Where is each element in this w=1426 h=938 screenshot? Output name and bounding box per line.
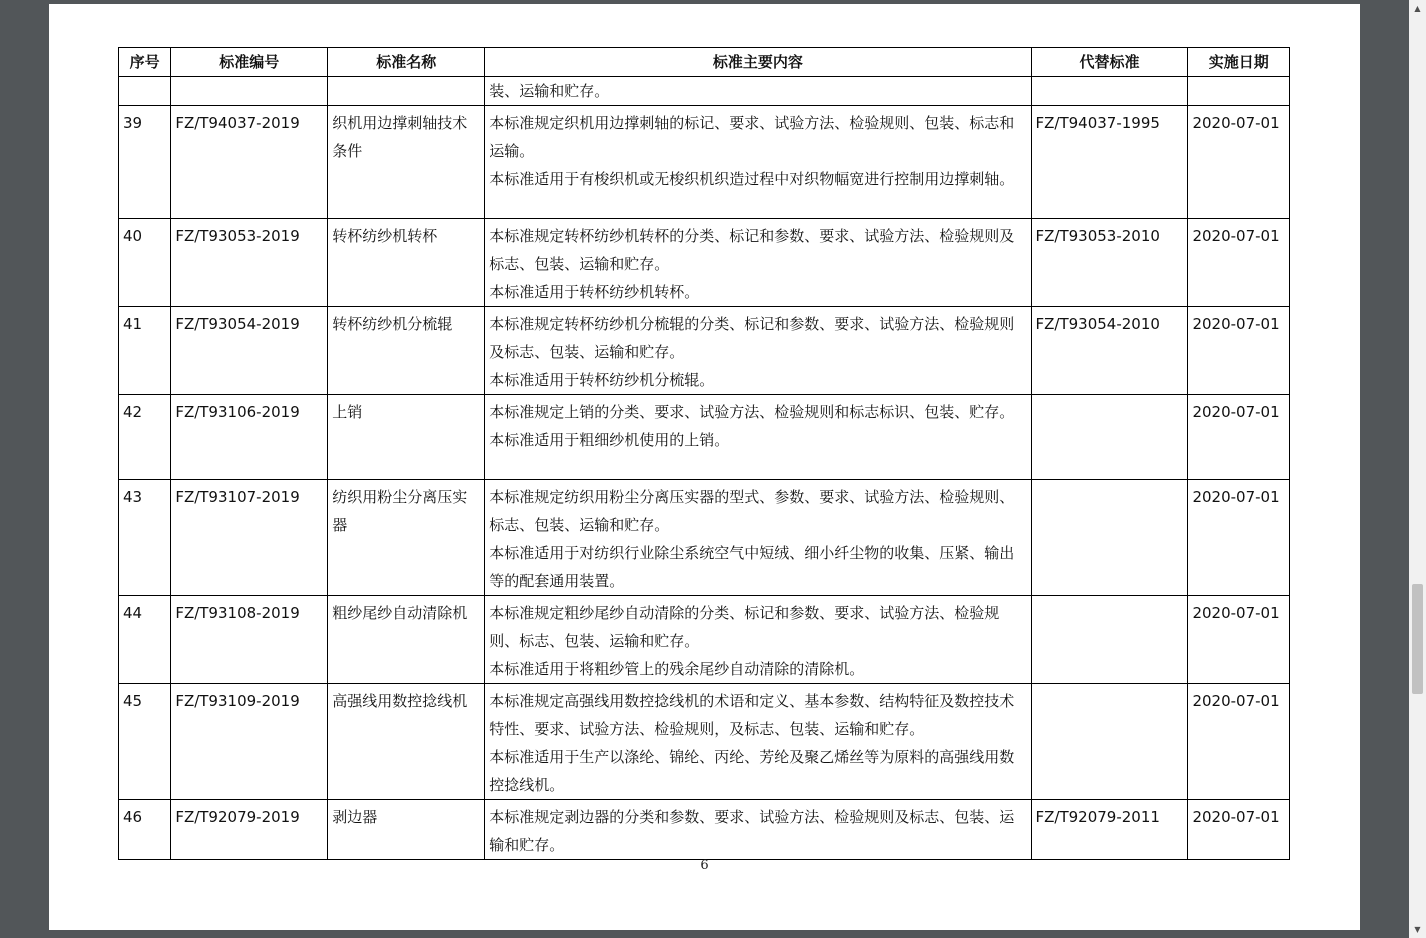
cell-seq: 40: [119, 219, 171, 307]
table-row: [119, 800, 1290, 860]
scroll-up-arrow-icon[interactable]: ▲: [1414, 4, 1421, 13]
content-line: 装、运输和贮存。: [489, 82, 610, 100]
cell-date: [1188, 77, 1290, 106]
content-line: 本标准规定粗纱尾纱自动清除的分类、标记和参数、要求、试验方法、检验规则、标志、包装、运输和贮存。: [489, 604, 1000, 650]
cell-name: 转杯纺纱机分梳辊: [328, 307, 485, 395]
scrollbar-thumb[interactable]: [1412, 584, 1423, 694]
page-number: 6: [700, 858, 709, 873]
cell-replaces: [1031, 77, 1188, 106]
cell-date: 2020-07-01: [1188, 800, 1290, 860]
content-line: 本标准适用于转杯纺纱机转杯。: [489, 283, 700, 301]
content-line: 本标准规定转杯纺纱机转杯的分类、标记和参数、要求、试验方法、检验规则及标志、包装、运输和贮存。: [489, 227, 1015, 273]
cell-date: 2020-07-01: [1188, 219, 1290, 307]
standards-table: [118, 47, 1290, 860]
table-header-row: [119, 48, 1290, 77]
cell-content: [485, 77, 1031, 106]
cell-code: FZ/T93106-2019: [171, 395, 328, 480]
table-row: [119, 307, 1290, 395]
vertical-scrollbar[interactable]: [1409, 0, 1426, 938]
content-line: 本标准适用于有梭织机或无梭织机织造过程中对织物幅宽进行控制用边撑刺轴。: [489, 170, 1015, 188]
content-line: 本标准适用于生产以涤纶、锦纶、丙纶、芳纶及聚乙烯丝等为原料的高强线用数控捻线机。: [489, 748, 1015, 794]
cell-seq: 44: [119, 596, 171, 684]
cell-name: 纺织用粉尘分离压实器: [328, 480, 485, 596]
cell-name: 上销: [328, 395, 485, 480]
cell-content: [485, 480, 1031, 596]
cell-replaces: [1031, 596, 1188, 684]
table-row: [119, 480, 1290, 596]
cell-content: [485, 596, 1031, 684]
cell-name: 剥边器: [328, 800, 485, 860]
cell-content: [485, 395, 1031, 480]
cell-name: 织机用边撑刺轴技术条件: [328, 106, 485, 219]
cell-content: [485, 800, 1031, 860]
cell-code: FZ/T93053-2019: [171, 219, 328, 307]
content-line: 本标准规定转杯纺纱机分梳辊的分类、标记和参数、要求、试验方法、检验规则及标志、包装、运输和贮存。: [489, 315, 1015, 361]
cell-date: 2020-07-01: [1188, 684, 1290, 800]
cell-replaces: FZ/T93054-2010: [1031, 307, 1188, 395]
cell-code: FZ/T93054-2019: [171, 307, 328, 395]
header-name: 标准名称: [328, 48, 485, 77]
content-line: 本标准规定织机用边撑刺轴的标记、要求、试验方法、检验规则、包装、标志和运输。: [489, 114, 1015, 160]
cell-seq: 42: [119, 395, 171, 480]
content-line: 本标准规定纺织用粉尘分离压实器的型式、参数、要求、试验方法、检验规则、标志、包装、运输和贮存。: [489, 488, 1015, 534]
cell-code: FZ/T93109-2019: [171, 684, 328, 800]
cell-seq: 39: [119, 106, 171, 219]
cell-date: 2020-07-01: [1188, 596, 1290, 684]
content-line: 本标准规定上销的分类、要求、试验方法、检验规则和标志标识、包装、贮存。: [489, 403, 1015, 421]
cell-name: 粗纱尾纱自动清除机: [328, 596, 485, 684]
content-line: 本标准适用于粗细纱机使用的上销。: [489, 431, 730, 449]
cell-name: 转杯纺纱机转杯: [328, 219, 485, 307]
cell-code: [171, 77, 328, 106]
cell-name: 高强线用数控捻线机: [328, 684, 485, 800]
content-line: 本标准适用于转杯纺纱机分梳辊。: [489, 371, 715, 389]
cell-date: 2020-07-01: [1188, 106, 1290, 219]
table-row: [119, 684, 1290, 800]
cell-replaces: [1031, 684, 1188, 800]
content-line: 本标准适用于将粗纱管上的残余尾纱自动清除的清除机。: [489, 660, 865, 678]
cell-content: [485, 684, 1031, 800]
cell-replaces: [1031, 480, 1188, 596]
header-seq: 序号: [119, 48, 171, 77]
document-page: [49, 4, 1360, 930]
cell-date: 2020-07-01: [1188, 307, 1290, 395]
cell-seq: 46: [119, 800, 171, 860]
cell-seq: [119, 77, 171, 106]
table-row: [119, 395, 1290, 480]
table-row: [119, 596, 1290, 684]
cell-code: FZ/T94037-2019: [171, 106, 328, 219]
cell-code: FZ/T93108-2019: [171, 596, 328, 684]
header-date: 实施日期: [1188, 48, 1290, 77]
cell-seq: 43: [119, 480, 171, 596]
cell-replaces: [1031, 395, 1188, 480]
cell-code: FZ/T92079-2019: [171, 800, 328, 860]
cell-replaces: FZ/T92079-2011: [1031, 800, 1188, 860]
table-row: [119, 106, 1290, 219]
scroll-down-arrow-icon[interactable]: ▼: [1414, 925, 1421, 934]
cell-date: 2020-07-01: [1188, 480, 1290, 596]
content-line: 本标准规定高强线用数控捻线机的术语和定义、基本参数、结构特征及数控技术特性、要求、试验方法、检验规则，及标志、包装、运输和贮存。: [489, 692, 1015, 738]
cell-seq: 41: [119, 307, 171, 395]
cell-code: FZ/T93107-2019: [171, 480, 328, 596]
content-line: 本标准适用于对纺织行业除尘系统空气中短绒、细小纤尘物的收集、压紧、输出等的配套通用装置。: [489, 544, 1015, 590]
cell-replaces: FZ/T94037-1995: [1031, 106, 1188, 219]
header-code: 标准编号: [171, 48, 328, 77]
table-row-continued: [119, 77, 1290, 106]
cell-seq: 45: [119, 684, 171, 800]
content-line: 本标准规定剥边器的分类和参数、要求、试验方法、检验规则及标志、包装、运输和贮存。: [489, 808, 1015, 854]
table-row: [119, 219, 1290, 307]
header-replaces: 代替标准: [1031, 48, 1188, 77]
cell-name: [328, 77, 485, 106]
cell-replaces: FZ/T93053-2010: [1031, 219, 1188, 307]
header-content: 标准主要内容: [485, 48, 1031, 77]
cell-content: [485, 219, 1031, 307]
cell-content: [485, 106, 1031, 219]
cell-date: 2020-07-01: [1188, 395, 1290, 480]
cell-content: [485, 307, 1031, 395]
